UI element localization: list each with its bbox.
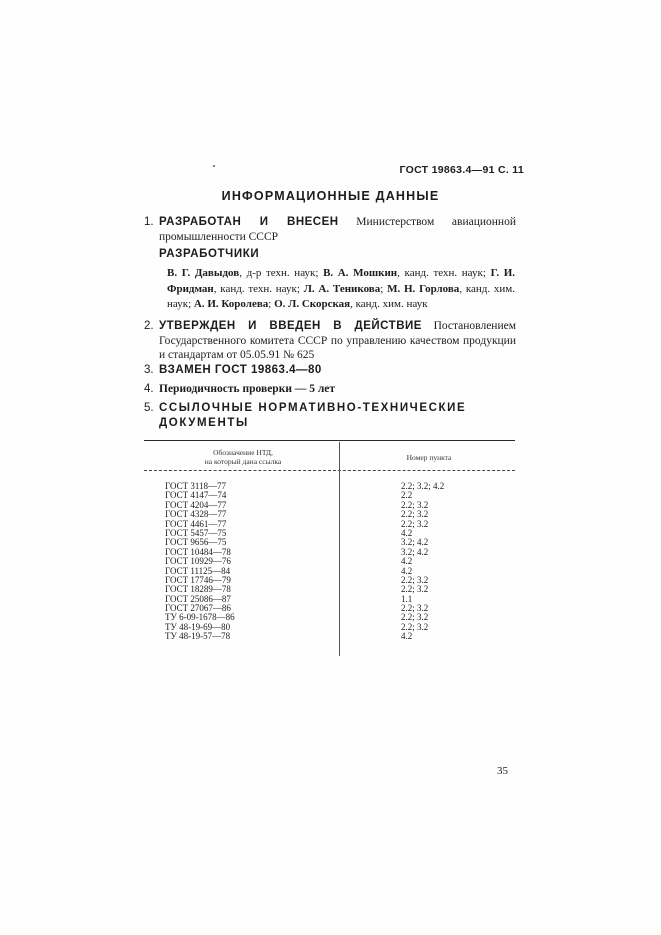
table-row-doc: ГОСТ 4204—77 [165, 499, 227, 510]
table-row-doc: ГОСТ 10484—78 [165, 546, 231, 557]
table-row-doc: ГОСТ 25086—87 [165, 593, 231, 604]
developer-name: О. Л. Скорская [274, 298, 351, 311]
item-caps-heading: ВЗАМЕН ГОСТ 19863.4—80 [159, 364, 322, 376]
item-number: 3. [144, 364, 154, 376]
table-header-doc-line1: Обозначение НТД, [213, 448, 273, 457]
table-row-doc: ТУ 6-09-1678—86 [165, 612, 235, 623]
table-row-doc: ГОСТ 5457—75 [165, 527, 227, 538]
item-2 [144, 319, 516, 363]
section-title: ИНФОРМАЦИОННЫЕ ДАННЫЕ [221, 189, 440, 203]
table-row-doc: ТУ 48-19-57—78 [165, 631, 231, 642]
item-number: 5. [144, 402, 154, 414]
developer-name: А. И. Королева [193, 298, 269, 311]
item-text: Постановлением Государственного комитета СССР по управлению качеством продукции и стандартам от 05.05.91 № 625 [159, 320, 516, 362]
table-row-doc: ГОСТ 10929—76 [165, 556, 231, 567]
developer-name: В. Г. Давыдов [167, 267, 240, 279]
developer-name: М. Н. Горлова [387, 282, 460, 295]
developer-degree: канд. хим. наук [167, 282, 516, 311]
table-top-rule [144, 440, 515, 441]
developers-list: В. Г. Давыдов, д-р техн. наук; В. А. Мошкин, канд. техн. наук; Г. И. Фридман, канд. техн. наук; Л. А. Теникова; М. Н. Горлова, канд. хим. наук; А. И. Королева; О. Л. Скорская, канд. хим. наук [167, 267, 516, 311]
table-row-doc: ГОСТ 3118—77 [165, 481, 227, 491]
developer-name: Г. И. Фридман [167, 267, 516, 295]
table-row-points: 2.2; 3.2 [401, 574, 429, 585]
item-number: 1. [144, 216, 154, 228]
table-row-points: 2.2; 3.2 [401, 509, 429, 520]
table-row-points: 2.2; 3.2 [401, 518, 429, 529]
table-row-points: 2.2; 3.2 [401, 584, 429, 595]
item-caps-heading: РАЗРАБОТАН И ВНЕСЕН [159, 216, 339, 228]
developer-degree: канд. техн. наук [404, 267, 483, 279]
table-header-doc [150, 448, 336, 466]
table-row-points: 2.2; 3.2 [401, 603, 429, 614]
table-header-points: Номер пункта [406, 453, 452, 462]
table-row-points: 2.2; 3.2 [401, 621, 429, 632]
table-row-doc: ТУ 48-19-69—80 [165, 621, 231, 632]
table-doc-column [165, 482, 235, 642]
page-number: 35 [497, 765, 508, 777]
table-row-points: 2.2 [401, 490, 413, 501]
item-1 [144, 215, 516, 244]
table-points-column [401, 482, 444, 642]
table-row-points: 2.2; 3.2; 4.2 [401, 481, 445, 491]
table-row-doc: ГОСТ 4147—74 [165, 490, 227, 501]
developer-name: Л. А. Теникова [303, 282, 381, 295]
table-row-doc: ГОСТ 17746—79 [165, 574, 231, 585]
table-row-points: 4.2 [401, 565, 413, 576]
table-row-points: 4.2 [401, 527, 413, 538]
item-caps-heading: УТВЕРЖДЕН И ВВЕДЕН В ДЕЙСТВИЕ [159, 320, 422, 332]
developer-degree: д-р техн. наук [246, 267, 316, 279]
table-header-doc-line2: на который дана ссылка [204, 457, 282, 466]
table-column-divider [339, 442, 340, 656]
table-row-points: 3.2; 4.2 [401, 537, 429, 548]
item-number: 4. [144, 383, 154, 395]
item-3 [144, 363, 516, 378]
table-row-doc: ГОСТ 4328—77 [165, 509, 227, 520]
item-4 [144, 382, 516, 397]
table-row-doc: ГОСТ 4461—77 [165, 518, 227, 529]
table-row-doc: ГОСТ 18289—78 [165, 584, 231, 595]
item-5 [144, 401, 516, 430]
table-row-points: 4.2 [401, 631, 413, 642]
table-header-rule [144, 470, 515, 472]
item-text: Министерством авиационной промышленности СССР [159, 216, 516, 243]
developer-degree: канд. хим. наук [355, 298, 428, 311]
item-caps-heading: ССЫЛОЧНЫЕ НОРМАТИВНО-ТЕХНИЧЕСКИЕ ДОКУМЕНТЫ [159, 402, 467, 429]
scan-speck [213, 165, 215, 167]
table-row-points: 1.1 [401, 593, 413, 604]
table-row-points: 4.2 [401, 556, 413, 567]
developers-heading: РАЗРАБОТЧИКИ [159, 248, 260, 260]
table-row-doc: ГОСТ 9656—75 [165, 537, 227, 548]
developer-degree: канд. техн. наук [220, 282, 297, 295]
table-row-doc: ГОСТ 27067—86 [165, 603, 231, 614]
item-text: Периодичность проверки — 5 лет [159, 383, 336, 395]
table-row-points: 3.2; 4.2 [401, 546, 429, 557]
table-row-doc: ГОСТ 11125—84 [165, 565, 231, 576]
document-code: ГОСТ 19863.4—91 С. 11 [399, 164, 524, 176]
table-row-points: 2.2; 3.2 [401, 499, 429, 510]
developer-name: В. А. Мошкин [323, 267, 398, 279]
table-row-points: 2.2; 3.2 [401, 612, 429, 623]
item-number: 2. [144, 320, 154, 332]
